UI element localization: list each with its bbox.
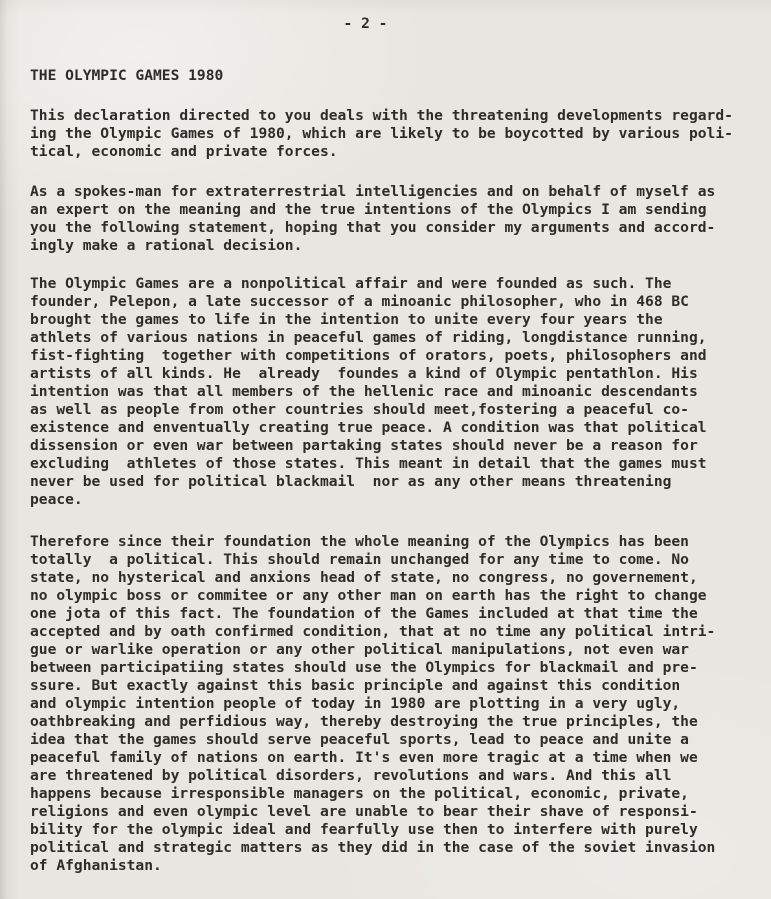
paragraph-apolitical-principle: Therefore since their foundation the whole meaning of the Olympics has been totally a political. This should remain unchanged for any time to come. No state, no hysterical and anxions head of state, no congress, no governement, no olympic boss or commitee or any other man on earth has the right to change one jota of this fact. The foundation of the Games included at that time the accepted and by oath confirmed condition, that at no time any political intri- gue or warlike operation or any other political manipulations, not even war between participatiing states should use the Olympics for blackmail and pre- ssure. But exactly against this basic principle and against this condition and olympic intention people of today in 1980 are plotting in a very ugly, oathbreaking and perfidious way, thereby destroying the true principles, the idea that the games should serve peaceful sports, lead to peace and unite a peaceful family of nations on earth. It's even more tragic at a time when we are threatened by political disorders, revolutions and wars. And this all happens because irresponsible managers on the political, economic, private, religions and even olympic level are unable to bear their shave of responsi- bility for the olympic ideal and fearfully use then to interfere with purely political and strategic matters as they did in the case of the soviet invasion of Afghanistan. bbox=[30, 533, 716, 874]
page-number: - 2 - bbox=[343, 15, 388, 32]
paragraph-spokesman-statement: As a spokes-man for extraterrestrial intelligencies and on behalf of myself as an expert on the meaning and the true intentions of the Olympics I am sending you the following statement, hoping that you consider my arguments and accord- ingly make a rational decision. bbox=[30, 183, 716, 254]
document-title: THE OLYMPIC GAMES 1980 bbox=[30, 67, 224, 84]
paragraph-declaration-intro: This declaration directed to you deals with the threatening developments regard- ing the Olympic Games of 1980, which are likely to be boycotted by various poli- tical, economic and private forces. bbox=[30, 107, 733, 160]
paragraph-olympic-history: The Olympic Games are a nonpolitical affair and were founded as such. The founder, Pelepon, a late successor of a minoanic philosopher, who in 468 BC brought the games to life in the intention to unite every four years the athlets of various nations in peaceful games of riding, longdistance running, fist-fighting together with competitions of orators, poets, philosophers and artists of all kinds. He already foundes a kind of Olympic pentathlon. His intention was that all members of the hellenic race and minoanic descendants as well as people from other countries should meet,fostering a peaceful co- existence and enventually creating true peace. A condition was that political dissension or even war between partaking states should never be a reason for excluding athletes of those states. This meant in detail that the games must never be used for political blackmail nor as any other means threatening peace. bbox=[30, 275, 707, 508]
